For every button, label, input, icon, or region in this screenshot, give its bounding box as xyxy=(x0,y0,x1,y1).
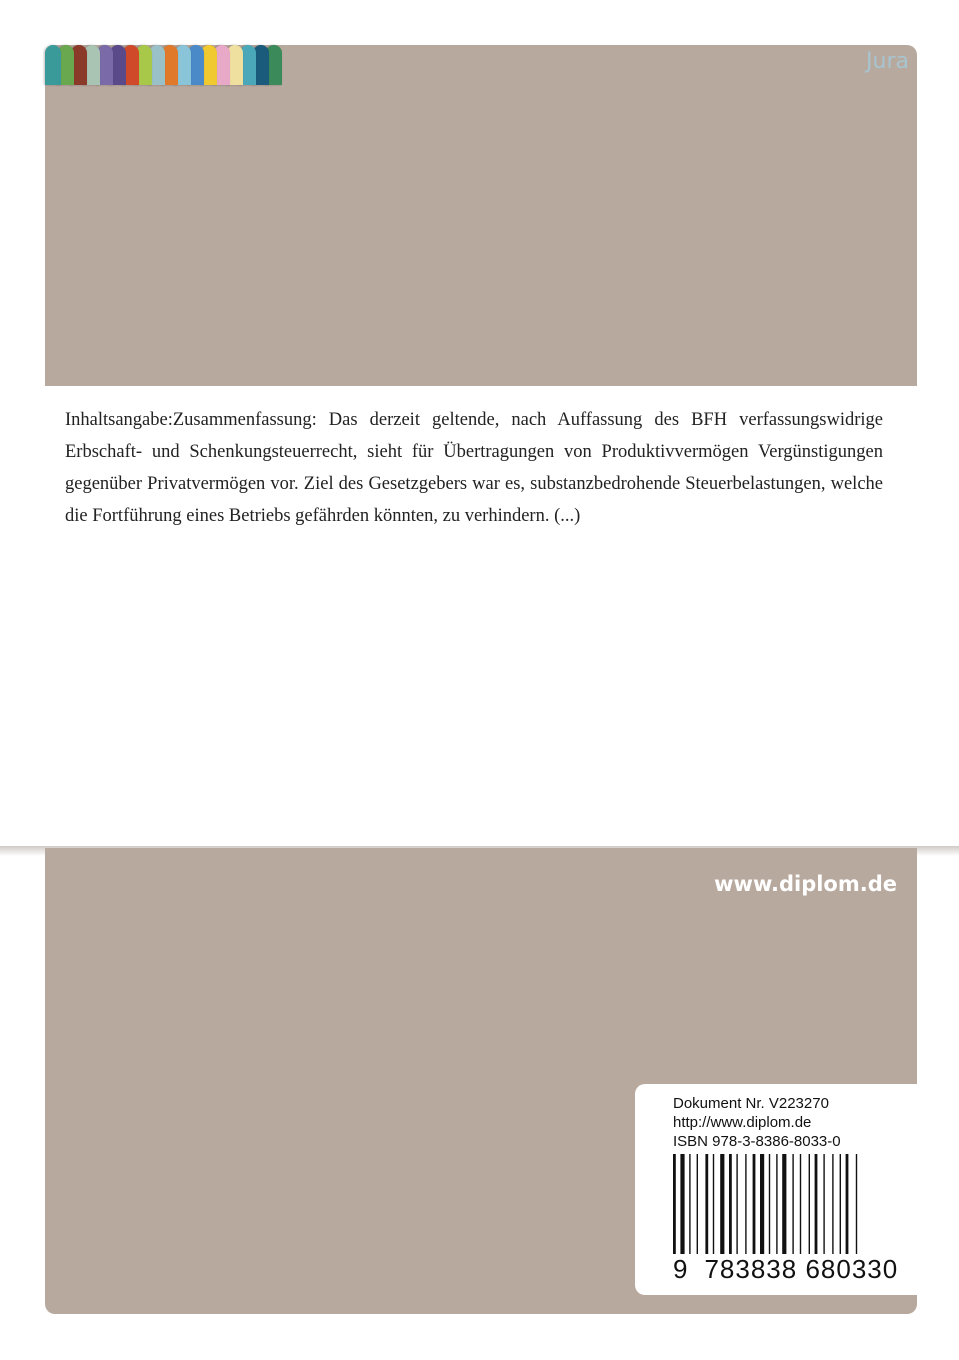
document-number: Dokument Nr. V223270 xyxy=(673,1095,829,1112)
color-tabs xyxy=(45,45,279,85)
isbn-info-box xyxy=(635,1084,917,1295)
abstract-text: Inhaltsangabe:Zusammenfassung: Das derzeit geltende, nach Auffassung des BFH verfassungswidrige Erbschaft- und Schenkungsteuerrecht, sieht für Übertragungen von Produktivvermögen Vergünstigungen gegenüber Privatvermögen vor. Ziel des Gesetzgebers war es, substanzbedrohende Steuerbelastungen, welche die Fortführung eines Betriebs gefährden könnten, zu verhindern. (...) xyxy=(65,410,883,526)
website-link[interactable]: http://www.diplom.de xyxy=(673,1114,812,1131)
publisher-url[interactable]: www.diplom.de xyxy=(714,872,897,896)
document-info xyxy=(673,1094,841,1151)
barcode-digits xyxy=(673,1254,897,1285)
barcode-icon xyxy=(669,1154,899,1254)
color-tab xyxy=(45,45,61,85)
category-label: Jura xyxy=(866,49,909,74)
abstract-section xyxy=(45,386,917,846)
cover-top-panel xyxy=(45,45,917,386)
cover-bottom-panel xyxy=(45,848,917,1314)
barcode-first-digit: 9 xyxy=(673,1254,689,1284)
isbn-number: ISBN 978-3-8386-8033-0 xyxy=(673,1133,841,1150)
barcode-digit-groups: 783838 680330 xyxy=(704,1254,899,1284)
